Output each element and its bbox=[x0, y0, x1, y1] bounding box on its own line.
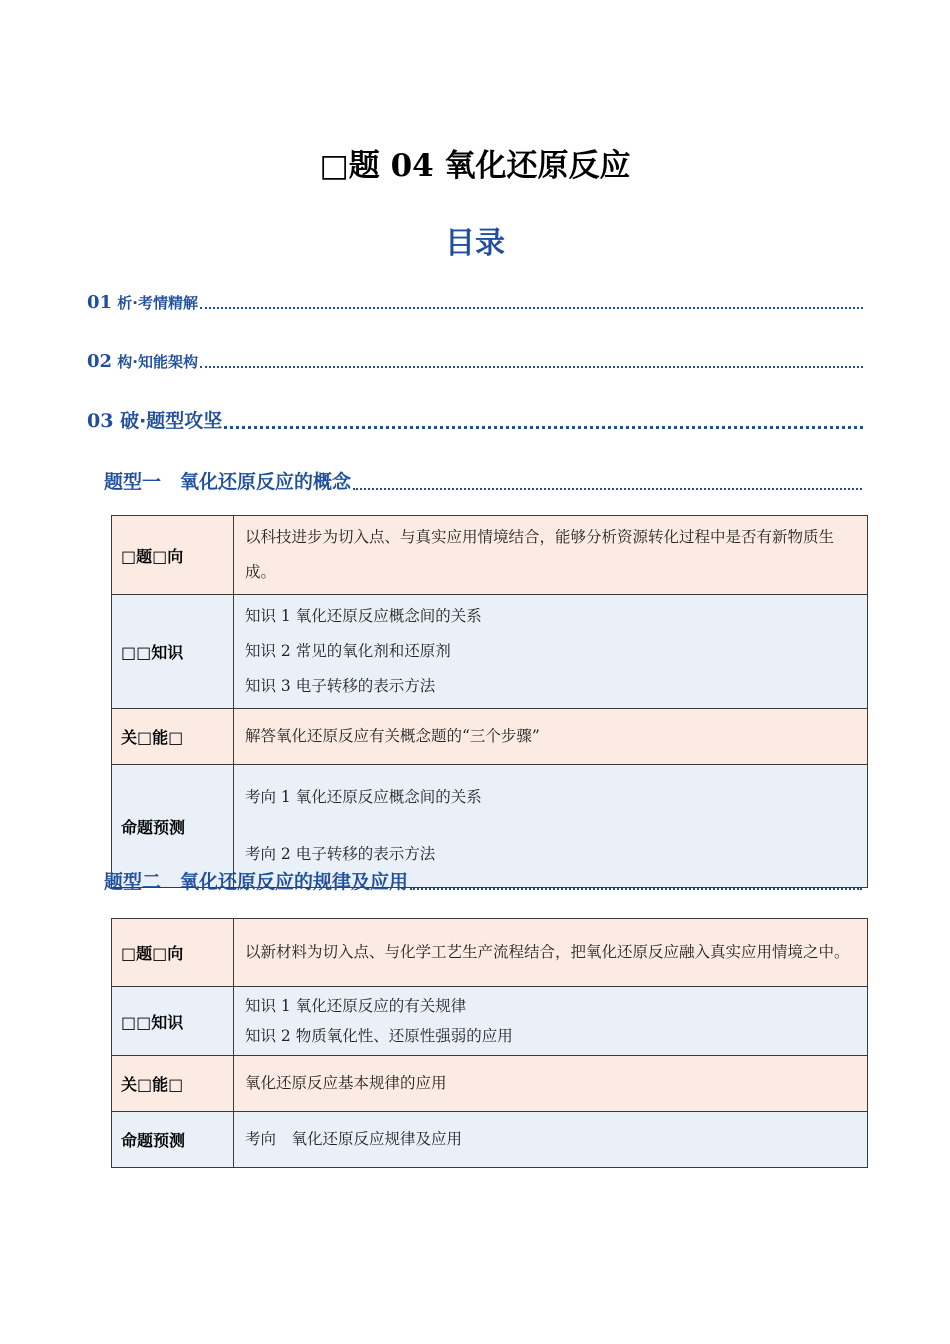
row-key: □□知识 bbox=[112, 595, 234, 709]
value-line: 知识 2 物质氧化性、还原性强弱的应用 bbox=[245, 1027, 513, 1045]
table-row bbox=[112, 709, 868, 765]
table-row bbox=[112, 987, 868, 1056]
value-line: 考向 1 氧化还原反应概念间的关系 bbox=[245, 788, 482, 806]
toc-subentry-label: 题型一 氧化还原反应的概念 bbox=[104, 471, 352, 493]
toc-leader-dots bbox=[353, 488, 862, 490]
table-row bbox=[112, 919, 868, 987]
toc-entry-01[interactable] bbox=[87, 292, 863, 313]
value-line: 知识 1 氧化还原反应的有关规律 bbox=[245, 997, 467, 1015]
toc-entry-label: 析·考情精解 bbox=[112, 294, 198, 312]
table-row bbox=[112, 516, 868, 595]
row-value: 解答氧化还原反应有关概念题的“三个步骤” bbox=[234, 709, 868, 765]
toc-subentry-type-1[interactable] bbox=[104, 467, 862, 494]
value-line: 考向 2 电子转移的表示方法 bbox=[245, 845, 436, 863]
row-key: □题□向 bbox=[112, 919, 234, 987]
toc-subentry-type-2[interactable] bbox=[104, 867, 862, 894]
row-key: 命题预测 bbox=[112, 765, 234, 888]
toc-entry-number: 02 bbox=[87, 351, 113, 372]
toc-subentry-label: 题型二 氧化还原反应的规律及应用 bbox=[104, 871, 409, 893]
row-key: □□知识 bbox=[112, 987, 234, 1056]
type-2-summary-table bbox=[111, 918, 868, 1168]
value-line: 知识 2 常见的氧化剂和还原剂 bbox=[245, 642, 451, 660]
value-line: 知识 3 电子转移的表示方法 bbox=[245, 677, 436, 695]
document-title: □题 04 氧化还原反应 bbox=[319, 148, 631, 184]
toc-entry-label: 构·知能架构 bbox=[112, 353, 198, 371]
toc-entry-03[interactable] bbox=[87, 406, 863, 433]
table-row bbox=[112, 1056, 868, 1112]
toc-entry-number: 03 bbox=[87, 410, 114, 432]
row-value bbox=[234, 987, 868, 1056]
toc-entry-02[interactable] bbox=[87, 351, 863, 372]
row-key: 关□能□ bbox=[112, 1056, 234, 1112]
toc-entry-number: 01 bbox=[87, 292, 113, 313]
row-key: □题□向 bbox=[112, 516, 234, 595]
table-row bbox=[112, 1112, 868, 1168]
row-value bbox=[234, 595, 868, 709]
row-value: 以科技进步为切入点、与真实应用情境结合，能够分析资源转化过程中是否有新物质生成。 bbox=[234, 516, 868, 595]
table-row bbox=[112, 595, 868, 709]
toc-leader-dots bbox=[200, 366, 863, 368]
toc-leader-dots bbox=[224, 426, 863, 429]
row-key: 关□能□ bbox=[112, 709, 234, 765]
type-1-summary-table bbox=[111, 515, 868, 888]
row-key: 命题预测 bbox=[112, 1112, 234, 1168]
toc-entry-label: 破·题型攻坚 bbox=[113, 410, 223, 432]
toc-leader-dots bbox=[410, 888, 862, 890]
toc-heading: 目录 bbox=[445, 226, 505, 261]
row-value: 考向 氧化还原反应规律及应用 bbox=[234, 1112, 868, 1168]
row-value: 氧化还原反应基本规律的应用 bbox=[234, 1056, 868, 1112]
value-line: 知识 1 氧化还原反应概念间的关系 bbox=[245, 607, 482, 625]
row-value: 以新材料为切入点、与化学工艺生产流程结合，把氧化还原反应融入真实应用情境之中。 bbox=[234, 919, 868, 987]
toc-leader-dots bbox=[200, 307, 863, 309]
